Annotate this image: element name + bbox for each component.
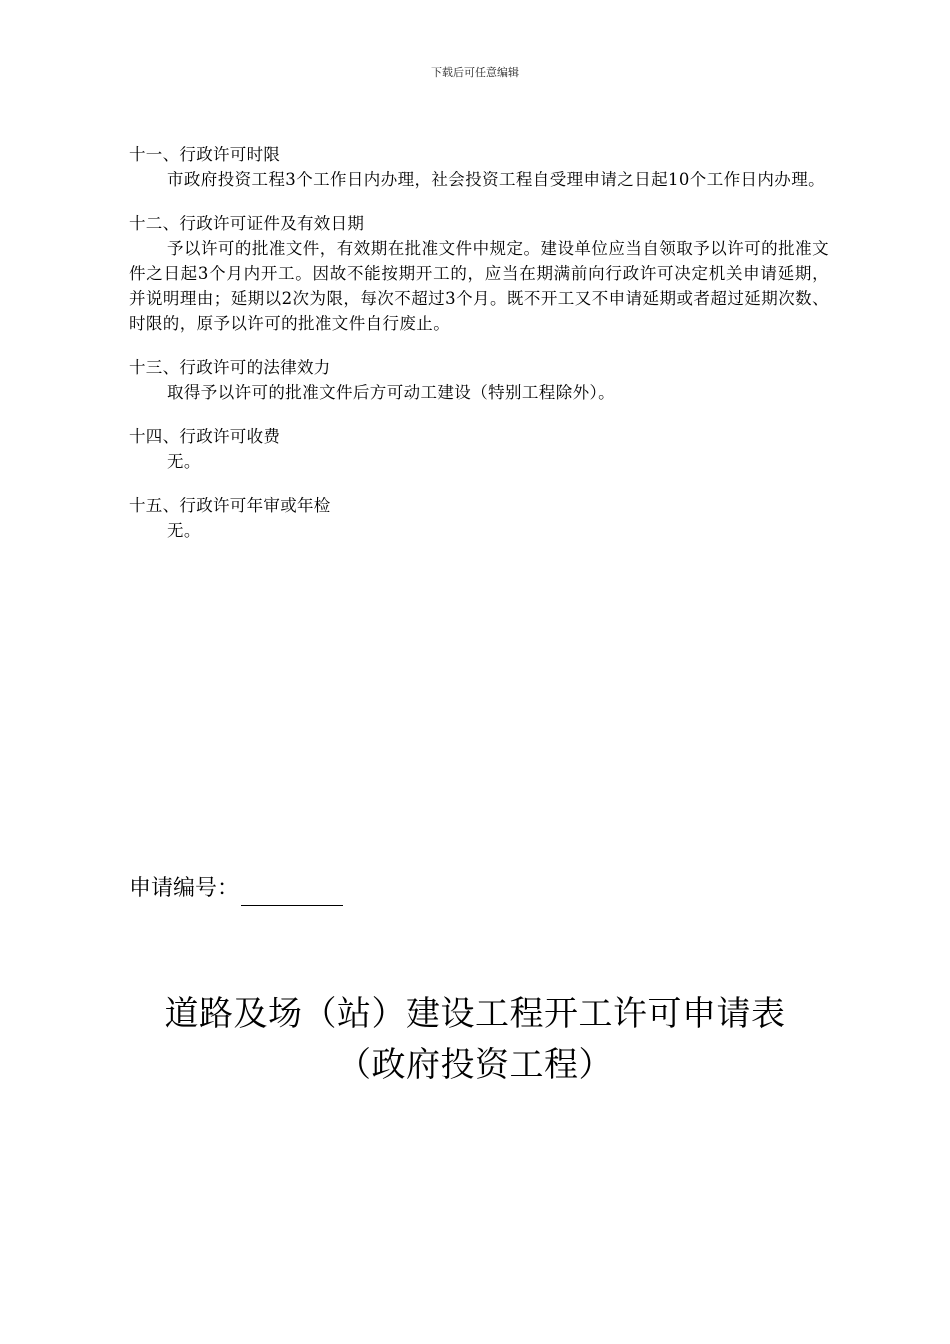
document-body <box>129 142 829 562</box>
application-number-label: 申请编号： <box>129 876 240 901</box>
section-certificate-validity <box>129 211 829 336</box>
section-heading: 十三、行政许可的法律效力 <box>129 358 331 377</box>
section-annual-review <box>129 493 829 543</box>
section-heading: 十一、行政许可时限 <box>129 145 281 164</box>
application-number-blank <box>241 879 343 906</box>
form-subtitle: （政府投资工程） <box>337 1045 613 1085</box>
section-paragraph: 予以许可的批准文件，有效期在批准文件中规定。建设单位应当自领取予以许可的批准文件之日起3个月内开工。因故不能按期开工的，应当在期满前向行政许可决定机关申请延期，并说明理由；延期以2次为限，每次不超过3个月。既不开工又不申请延期或者超过延期次数、时限的，原予以许可的批准文件自行废止。 <box>129 239 829 333</box>
page-header: 下载后可任意编辑 <box>431 66 519 79</box>
section-heading: 十五、行政许可年审或年检 <box>129 496 331 515</box>
section-fees <box>129 424 829 474</box>
section-heading: 十四、行政许可收费 <box>129 427 281 446</box>
section-paragraph: 取得予以许可的批准文件后方可动工建设（特别工程除外）。 <box>167 383 616 402</box>
section-heading: 十二、行政许可证件及有效日期 <box>129 214 365 233</box>
section-time-limit <box>129 142 829 192</box>
section-paragraph: 市政府投资工程3个工作日内办理，社会投资工程自受理申请之日起10个工作日内办理。 <box>167 170 825 189</box>
section-paragraph: 无。 <box>167 452 201 471</box>
form-title: 道路及场（站）建设工程开工许可申请表 <box>164 994 786 1034</box>
section-paragraph: 无。 <box>167 521 201 540</box>
application-number-row <box>129 872 343 906</box>
section-legal-effect <box>129 355 829 405</box>
